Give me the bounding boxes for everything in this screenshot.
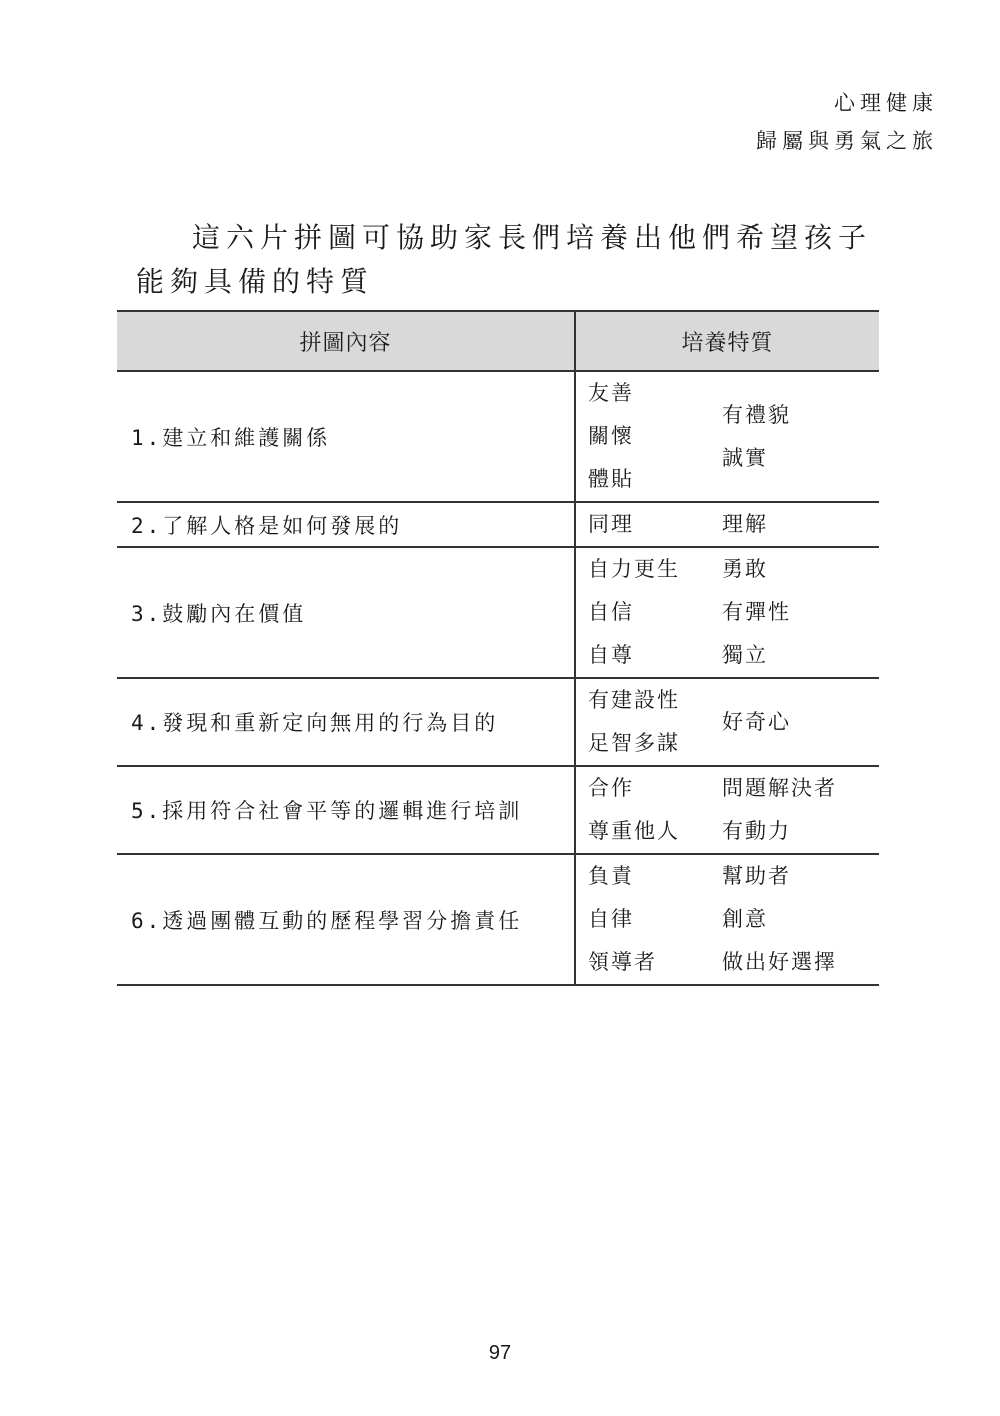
running-header xyxy=(756,84,938,160)
traits-cell xyxy=(575,371,879,502)
trait-item: 獨立 xyxy=(722,643,768,667)
trait-item: 問題解決者 xyxy=(722,776,837,800)
table-row xyxy=(117,854,879,985)
trait-item: 幫助者 xyxy=(722,864,791,888)
puzzle-table xyxy=(117,310,879,986)
traits-cell xyxy=(575,854,879,985)
table-row xyxy=(117,766,879,854)
traits-cell xyxy=(575,547,879,678)
puzzle-content-cell: 1.建立和維護關係 xyxy=(117,371,575,502)
table-row xyxy=(117,547,879,678)
table-header-row xyxy=(117,311,879,371)
traits-column-right xyxy=(722,394,867,480)
table-body xyxy=(117,371,879,985)
trait-item: 好奇心 xyxy=(722,709,791,734)
traits-grid xyxy=(588,548,867,677)
traits-column-right xyxy=(722,548,867,677)
trait-item: 足智多謀 xyxy=(588,731,680,755)
trait-item: 自律 xyxy=(588,907,634,931)
traits-column-right xyxy=(722,701,867,744)
trait-item: 做出好選擇 xyxy=(722,950,837,974)
trait-item: 尊重他人 xyxy=(588,819,680,843)
trait-item: 有禮貌 xyxy=(722,402,791,427)
puzzle-content-cell: 4.發現和重新定向無用的行為目的 xyxy=(117,678,575,766)
puzzle-content-cell: 5.採用符合社會平等的邏輯進行培訓 xyxy=(117,766,575,854)
trait-item: 合作 xyxy=(588,776,634,800)
traits-column-left xyxy=(588,679,722,765)
traits-grid xyxy=(588,767,867,853)
traits-grid xyxy=(588,679,867,765)
traits-column-left xyxy=(588,548,722,677)
puzzle-content-cell: 6.透過團體互動的歷程學習分擔責任 xyxy=(117,854,575,985)
traits-column-left xyxy=(588,503,722,546)
trait-item: 有建設性 xyxy=(588,688,680,712)
header-traits: 培養特質 xyxy=(575,311,879,371)
puzzle-content-cell: 2.了解人格是如何發展的 xyxy=(117,502,575,547)
traits-cell xyxy=(575,766,879,854)
trait-item: 有彈性 xyxy=(722,600,791,624)
traits-column-left xyxy=(588,767,722,853)
traits-grid xyxy=(588,855,867,984)
trait-item: 誠實 xyxy=(722,445,768,470)
trait-item: 負責 xyxy=(588,864,634,888)
trait-item: 同理 xyxy=(588,512,634,536)
trait-item: 有動力 xyxy=(722,819,791,843)
header-puzzle-content: 拼圖內容 xyxy=(117,311,575,371)
traits-column-right xyxy=(722,503,867,546)
trait-item: 關懷 xyxy=(588,424,634,448)
trait-item: 創意 xyxy=(722,907,768,931)
traits-column-right xyxy=(722,855,867,984)
traits-cell xyxy=(575,678,879,766)
table-row xyxy=(117,678,879,766)
traits-column-left xyxy=(588,855,722,984)
traits-column-right xyxy=(722,767,867,853)
table-row xyxy=(117,502,879,547)
page-number: 97 xyxy=(488,1342,512,1364)
trait-item: 自信 xyxy=(588,600,634,624)
traits-column-left xyxy=(588,372,722,501)
trait-item: 自力更生 xyxy=(588,557,680,581)
puzzle-content-cell: 3.鼓勵內在價值 xyxy=(117,547,575,678)
trait-item: 友善 xyxy=(588,381,634,405)
header-line-2: 歸屬與勇氣之旅 xyxy=(756,129,938,153)
traits-cell xyxy=(575,502,879,547)
trait-item: 理解 xyxy=(722,512,768,536)
trait-item: 領導者 xyxy=(588,950,657,974)
header-line-1: 心理健康 xyxy=(834,91,938,115)
table-row xyxy=(117,371,879,502)
traits-grid xyxy=(588,503,867,546)
trait-item: 自尊 xyxy=(588,643,634,667)
trait-item: 體貼 xyxy=(588,467,634,491)
trait-item: 勇敢 xyxy=(722,557,768,581)
traits-grid xyxy=(588,372,867,501)
intro-paragraph: 這六片拼圖可協助家長們培養出他們希望孩子能夠具備的特質 xyxy=(136,221,873,298)
